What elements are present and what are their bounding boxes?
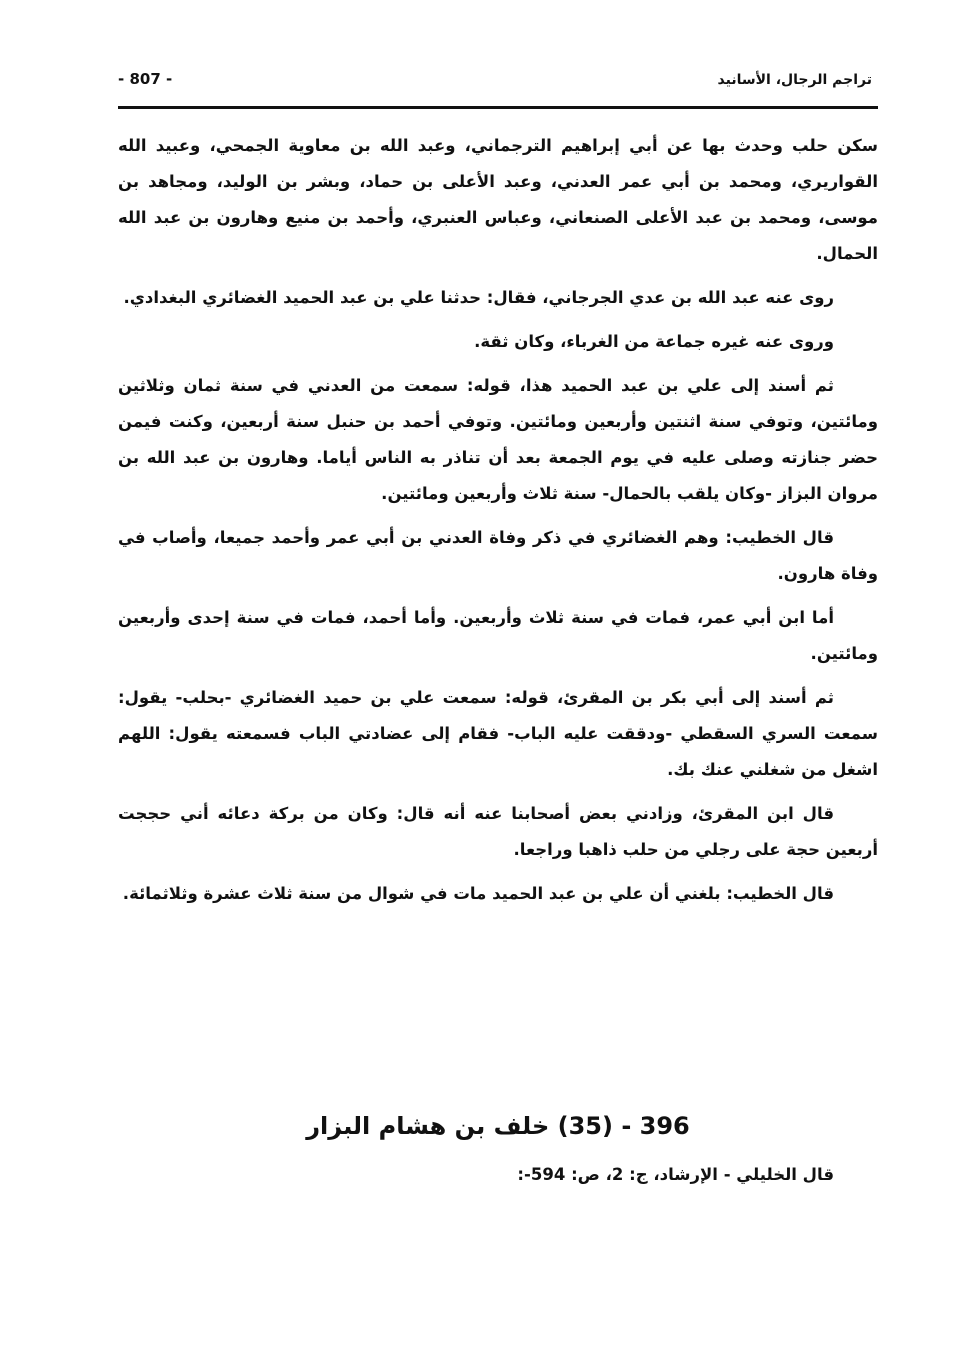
header-rule: [118, 106, 878, 109]
running-title: تراجم الرجال، الأسانيد: [717, 72, 872, 88]
paragraph-7: ثم أسند إلى أبي بكر بن المقرئ، قوله: سمعت علي بن حميد الغضائري -بحلب- يقول: سمعت السري السقطي -ودققت عليه الباب- فقام إلى عضادتي الباب فسمعته يقول: اللهم اشغل من شغلني عنك بك.: [118, 688, 878, 779]
paragraph-8: قال ابن المقرئ، وزادني بعض أصحابنا عنه أنه قال: وكان من بركة دعائه أني حججت أربعين حجة على رجلي من حلب ذاهبا وراجعا.: [118, 804, 878, 859]
section-heading: 396 - (35) خلف بن هشام البزار: [306, 1112, 690, 1140]
body-text: [118, 128, 878, 920]
paragraph-1: سكن حلب وحدث بها عن أبي إبراهيم الترجماني، وعبد الله بن معاوية الجمحي، وعبيد الله القواريري، ومحمد بن أبي عمر العدني، وعبد الأعلى بن حماد، وبشر بن الوليد، ومجاهد بن موسى، ومحمد بن عبد الأعلى الصنعاني، وعباس العنبري، وأحمد بن منيع وهارون بن عبد الله الحمال.: [118, 136, 878, 263]
page-header: [118, 64, 872, 98]
paragraph-5: قال الخطيب: وهم الغضائري في ذكر وفاة العدني بن أبي عمر وأحمد جميعا، وأصاب في وفاة هارون.: [118, 528, 878, 583]
page-number: - 807 -: [118, 70, 173, 88]
paragraph-9: قال الخطيب: بلغني أن علي بن عبد الحميد مات في شوال من سنة ثلاث عشرة وثلاثمائة.: [122, 884, 834, 903]
paragraph-4: ثم أسند إلى علي بن عبد الحميد هذا، قوله: سمعت من العدني في سنة ثمان وثلاثين ومائتين، وتوفي سنة اثنتين وأربعين ومائتين. وتوفي أحمد بن حنبل سنة أربعين، وكنت فيمن حضر جنازته وصلى عليه في يوم الجمعة بعد أن تناذر به الناس أياما. وهارون بن عبد الله بن مروان البزاز -وكان يلقب بالحمال- سنة ثلاث وأربعين ومائتين.: [118, 376, 878, 503]
source-citation: قال الخليلي - الإرشاد، ج: 2، ص: 594-:: [517, 1165, 834, 1184]
paragraph-3: وروى عنه غيره جماعة من الغرباء، وكان ثقة.: [474, 332, 834, 351]
paragraph-2: روى عنه عبد الله بن عدي الجرجاني، فقال: حدثنا علي بن عبد الحميد الغضائري البغدادي.: [123, 288, 834, 307]
paragraph-6: أما ابن أبي عمر، فمات في سنة ثلاث وأربعين. وأما أحمد، فمات في سنة إحدى وأربعين ومائتين.: [118, 608, 878, 663]
